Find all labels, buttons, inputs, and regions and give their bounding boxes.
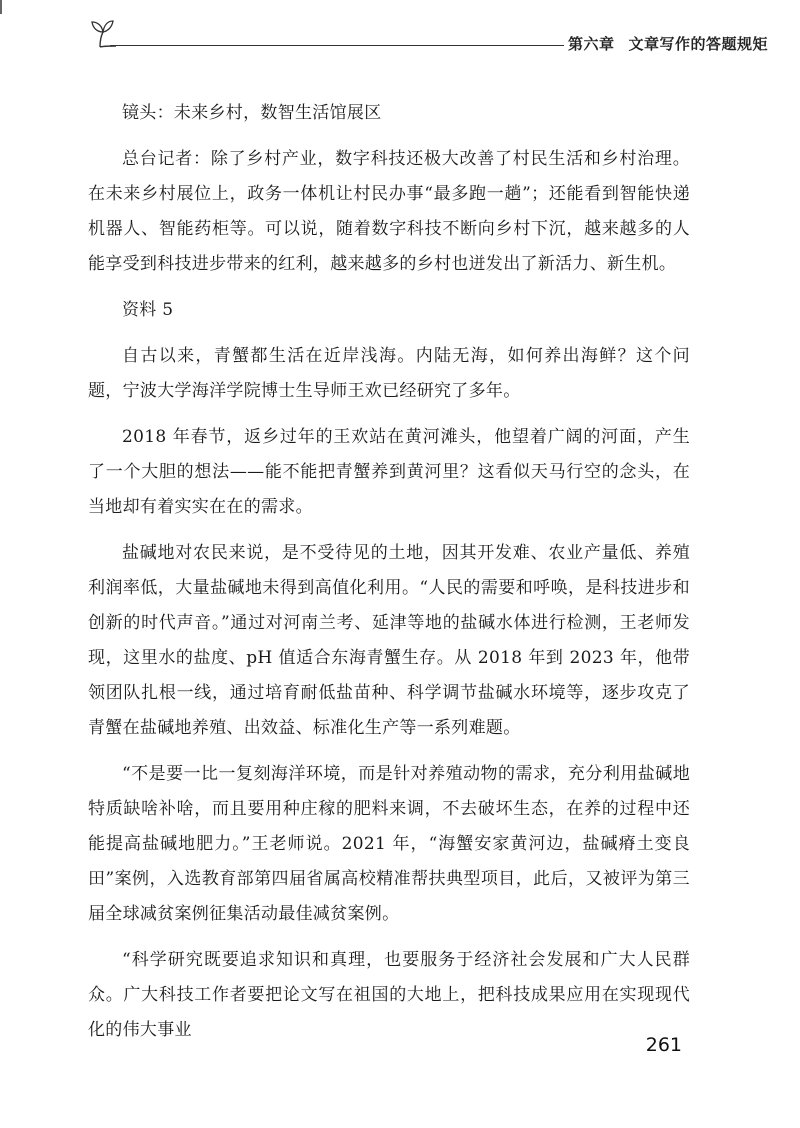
page-number: 261 <box>645 1034 682 1056</box>
chapter-label: 第六章 <box>568 35 615 53</box>
paragraph-spring-festival: 2018 年春节，返乡过年的王欢站在黄河滩头，他望着广阔的河面，产生了一个大胆的想法——能不能把青蟹养到黄河里？这看似天马行空的念头，在当地却有着实实在在的需求。 <box>88 427 690 517</box>
paragraph-intro: 自古以来，青蟹都生活在近岸浅海。内陆无海，如何养出海鲜？这个问题，宁波大学海洋学院博士生导师王欢已经研究了多年。 <box>88 346 690 401</box>
body-text <box>88 96 690 1059</box>
paragraph-reporter: 总台记者：除了乡村产业，数字科技还极大改善了村民生活和乡村治理。在未来乡村展位上，政务一体机让村民办事“最多跑一趟”；还能看到智能快递机器人、智能药柜等。可以说，随着数字科技不断向乡村下沉，越来越多的人能享受到科技进步带来的红利，越来越多的乡村也迸发出了新活力、新生机。 <box>88 149 690 274</box>
paragraph-research: “科学研究既要追求知识和真理，也要服务于经济社会发展和广大人民群众。广大科技工作者要把论文写在祖国的大地上，把科技成果应用在实现现代化的伟大事业 <box>88 950 690 1040</box>
paragraph-shot-caption: 镜头：未来乡村，数智生活馆展区 <box>122 103 382 123</box>
paragraph-saline-land: 盐碱地对农民来说，是不受待见的土地，因其开发难、农业产量低、养殖利润率低，大量盐碱地未得到高值化利用。“人民的需要和呼唤，是科技进步和创新的时代声音。”通过对河南兰考、延津等地的盐碱水体进行检测，王老师发现，这里水的盐度、pH 值适合东海青蟹生存。从 2018 年到 2023 年，他带领团队扎根一线，通过培育耐低盐苗种、科学调节盐碱水环境等，逐步攻克了青蟹在盐碱地养殖、出效益、标准化生产等一系列难题。 <box>88 543 690 738</box>
header-title <box>568 33 768 54</box>
material-heading: 资料 5 <box>122 300 174 320</box>
scan-corner-mark <box>0 0 8 14</box>
running-header <box>88 16 769 53</box>
chapter-title: 文章写作的答题规矩 <box>628 35 769 53</box>
header-rule <box>110 45 564 46</box>
paragraph-quote: “不是要一比一复刻海洋环境，而是针对养殖动物的需求，充分利用盐碱地特质缺啥补啥，而且要用种庄稼的肥料来调，不去破坏生态，在养的过程中还能提高盐碱地肥力。”王老师说。2021 年，“海蟹安家黄河边，盐碱瘠土变良田”案例，入选教育部第四届省属高校精准帮扶典型项目，此后，又被评为第三届全球减贫案例征集活动最佳减贫案例。 <box>88 764 690 924</box>
